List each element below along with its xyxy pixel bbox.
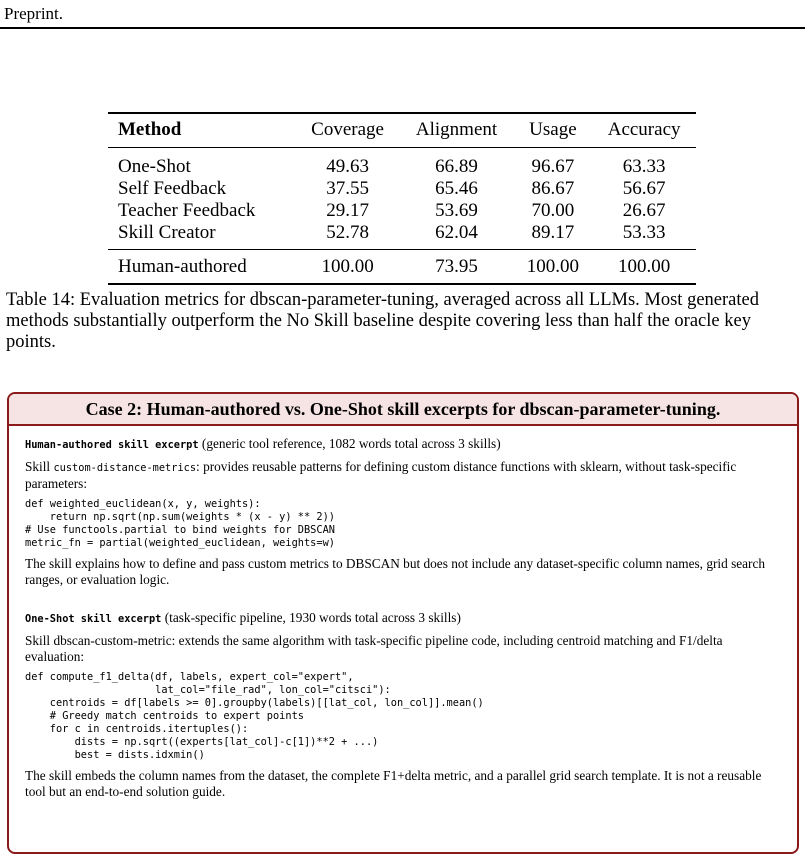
- column-header-method: Method: [118, 119, 182, 140]
- table-cell: 66.89: [435, 156, 478, 177]
- table-cell: 86.67: [531, 178, 575, 199]
- human-excerpt-heading: [25, 436, 783, 453]
- table-cell: 89.17: [531, 222, 575, 243]
- table-cell: 73.95: [435, 256, 478, 277]
- human-excerpt-note: (generic tool reference, 1082 words total across 3 skills): [201, 436, 501, 451]
- table-cell: 56.67: [622, 178, 666, 199]
- skill-name: custom-distance-metrics: [53, 462, 197, 474]
- spacer: [25, 594, 783, 610]
- description-prefix: Skill: [25, 459, 54, 474]
- table-row-human-authored: [108, 250, 696, 285]
- table-cell-best: 63.33: [622, 156, 666, 177]
- table-row: [108, 222, 696, 250]
- table-row: [108, 148, 696, 179]
- oneshot-excerpt-title: One-Shot skill excerpt: [25, 613, 162, 625]
- header-rule: [0, 27, 805, 29]
- oneshot-excerpt-description: [25, 633, 783, 665]
- table-cell: Human-authored: [118, 256, 247, 277]
- description-prefix: Skill: [25, 633, 54, 648]
- description-text: : extends the same algorithm with task-specific pipeline code, including centroid matching and F1/delta evaluation:: [25, 633, 723, 664]
- human-excerpt-description: [25, 459, 783, 492]
- table-cell: Teacher Feedback: [118, 200, 256, 221]
- oneshot-excerpt-note: (task-specific pipeline, 1930 words total across 3 skills): [164, 610, 461, 625]
- table-cell: 52.78: [326, 222, 369, 243]
- oneshot-excerpt-heading: [25, 610, 783, 627]
- column-header-accuracy: Accuracy: [607, 119, 681, 140]
- table-header-row: [108, 113, 696, 148]
- case-study-box: [7, 392, 799, 854]
- results-table: [108, 112, 696, 285]
- table-cell: 53.33: [622, 222, 666, 243]
- table-cell: 29.17: [326, 200, 369, 221]
- table-row: [108, 178, 696, 200]
- oneshot-excerpt-summary: The skill embeds the column names from the dataset, the complete F1+delta metric, and a parallel grid search template. It is not a reusable tool but an end-to-end solution guide.: [25, 768, 762, 799]
- table-cell: 65.46: [435, 178, 478, 199]
- table-cell: Skill Creator: [118, 222, 216, 243]
- table-cell: 100.00: [321, 256, 374, 277]
- table-cell: 49.63: [326, 156, 369, 177]
- case-body: [9, 426, 797, 800]
- human-code-block: def weighted_euclidean(x, y, weights): return np.sqrt(np.sum(weights * (x - y) ** 2)) # Use functools.partial to bind weights for DBSCAN metric_fn = partial(weighted_euclidean, weights=w): [25, 498, 335, 549]
- table-cell: 70.00: [531, 200, 575, 221]
- oneshot-code-block: def compute_f1_delta(df, labels, expert_col="expert", lat_col="file_rad", lon_col="citsci"): centroids = df[labels >= 0].groupby(labels)[[lat_col, lon_col]].mean() # Greedy match centroids to expert points for c in centroids.itertuples(): dists = np.sqrt((experts[lat_col]-c[1])**2 + ...) best = dists.idxmin(): [25, 671, 484, 761]
- table-cell: 37.55: [326, 178, 369, 199]
- description-text: : provides reusable patterns for defining custom distance functions with sklearn, without task-specific parameters:: [25, 459, 737, 491]
- human-excerpt-summary: The skill explains how to define and pass custom metrics to DBSCAN but does not include any dataset-specific column names, grid search ranges, or evaluation logic.: [25, 556, 766, 587]
- table-cell: 100.00: [526, 256, 580, 277]
- table-cell: 26.67: [622, 200, 666, 221]
- human-excerpt-title: Human-authored skill excerpt: [25, 439, 199, 451]
- table-cell: 53.69: [435, 200, 478, 221]
- table-row: [108, 200, 696, 222]
- table-cell: 96.67: [531, 156, 575, 177]
- table-cell: 100.00: [617, 256, 671, 277]
- table-cell: Self Feedback: [118, 178, 227, 199]
- skill-name: dbscan-custom-metric: [53, 633, 172, 648]
- table-caption: Table 14: Evaluation metrics for dbscan-parameter-tuning, averaged across all LLMs. Most generated methods substantially outperform the No Skill baseline despite covering less than half the oracle key points.: [6, 290, 759, 352]
- column-header-usage: Usage: [529, 119, 577, 140]
- running-head: Preprint.: [4, 4, 64, 23]
- case-title: Case 2: Human-authored vs. One-Shot skill excerpts for dbscan-parameter-tuning.: [9, 394, 797, 426]
- table-cell: 62.04: [435, 222, 478, 243]
- table-cell: One-Shot: [118, 156, 191, 177]
- column-header-alignment: Alignment: [415, 119, 498, 140]
- column-header-coverage: Coverage: [311, 119, 384, 140]
